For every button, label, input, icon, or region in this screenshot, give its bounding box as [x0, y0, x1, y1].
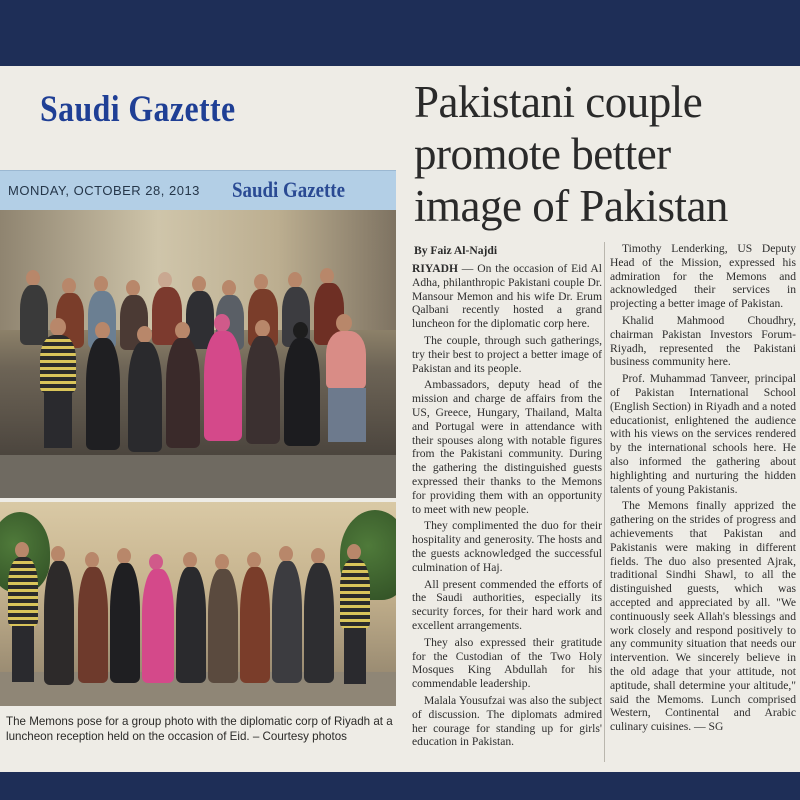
article-paragraph: Ambassadors, deputy head of the mission and charge de affairs from the US, Greece, Hungary, Thailand, Malta and Portugal were in attendance with their spouses along with notable figures from the Pakistani community. During the gathering the distinguished guests expressed their thanks to the Memons for providing them with an opportunity to meet with new people.	[412, 378, 602, 516]
article-paragraph: All present commended the efforts of the Saudi authorities, especially its security forces, for their hard work and excellent arrangements.	[412, 577, 602, 632]
article-paragraph: The couple, through such gatherings, try their best to project a better image of Pakistan and its people.	[412, 333, 602, 375]
headline	[414, 76, 800, 232]
headline-line: image of Pakistan	[414, 181, 728, 231]
article-column-2	[610, 242, 796, 737]
article-paragraph: They also expressed their gratitude for the Custodian of the Two Holy Mosques King Abdullah for his commendable leadership.	[412, 635, 602, 691]
photo-caption: The Memons pose for a group photo with the diplomatic corp of Riyadh at a luncheon reception held on the occasion of Eid. – Courtesy photos	[6, 715, 393, 743]
article-paragraph: Timothy Lenderking, US Deputy Head of the Mission, expressed his admiration for the Memons and acknowledged their services in projecting a better image of Pakistan.	[610, 242, 796, 311]
group-photo-2	[0, 502, 396, 706]
article-paragraph: Khalid Mahmood Choudhry, chairman Pakistan Investors Forum-Riyadh, represented the Pakistani business community here.	[610, 313, 796, 369]
headline-line: promote better	[414, 129, 671, 179]
top-border-band	[0, 0, 800, 66]
dateline-logo: Saudi Gazette	[232, 177, 345, 202]
article-paragraph: RIYADH — On the occasion of Eid Al Adha, philanthropic Pakistani couple Dr. Mansour Memon and his wife Dr. Erum Qalbani recently hosted a grand luncheon for the diplomatic corp here.	[412, 262, 602, 331]
article-paragraph: The Memons finally apprized the gathering on the strides of progress and achievements that Pakistan and Pakistanis were making in different fields. The duo also presented Ajrak, traditional Sindhi Shawl, to all the distinguished guests, which was accepted and appreciated by all. "We continuously seek Allah's blessings and work closely and respond positively to any community situation that needs our intervention. We sincerely believe in the old adage that your attitude, not aptitude, shall determine your altitude," said the Memoms. Lunch comprised Western, Continental and Arabic culinary cuisines. — SG	[610, 499, 796, 734]
article-paragraph: Malala Yousufzai was also the subject of discussion. The diplomats admired her courage for standing up for girls' education in Pakistan.	[412, 693, 602, 749]
headline-line: Pakistani couple	[414, 77, 703, 127]
article-column-1	[412, 262, 602, 752]
masthead: Saudi Gazette	[40, 89, 236, 130]
bottom-border-band	[0, 772, 800, 800]
column-divider	[604, 242, 605, 762]
dateline-bar	[0, 170, 396, 211]
newspaper-clipping	[0, 66, 800, 772]
article-paragraph: They complimented the duo for their hospitality and generosity. The hosts and the guests acknowledged the successful culmination of Haj.	[412, 519, 602, 574]
byline: By Faiz Al-Najdi	[414, 244, 498, 257]
article-paragraph: Prof. Muhammad Tanveer, principal of Pakistan International School (English Section) in Riyadh and a noted educationist, enlightened the audience with his views on the services rendered by the international schools here. He also informed the gathering about highlighting and nurturing the hidden talents of young Pakistanis.	[610, 372, 796, 496]
group-photo-1	[0, 210, 396, 498]
issue-date: MONDAY, OCTOBER 28, 2013	[8, 183, 200, 198]
dateline-kicker: RIYADH	[412, 262, 458, 275]
